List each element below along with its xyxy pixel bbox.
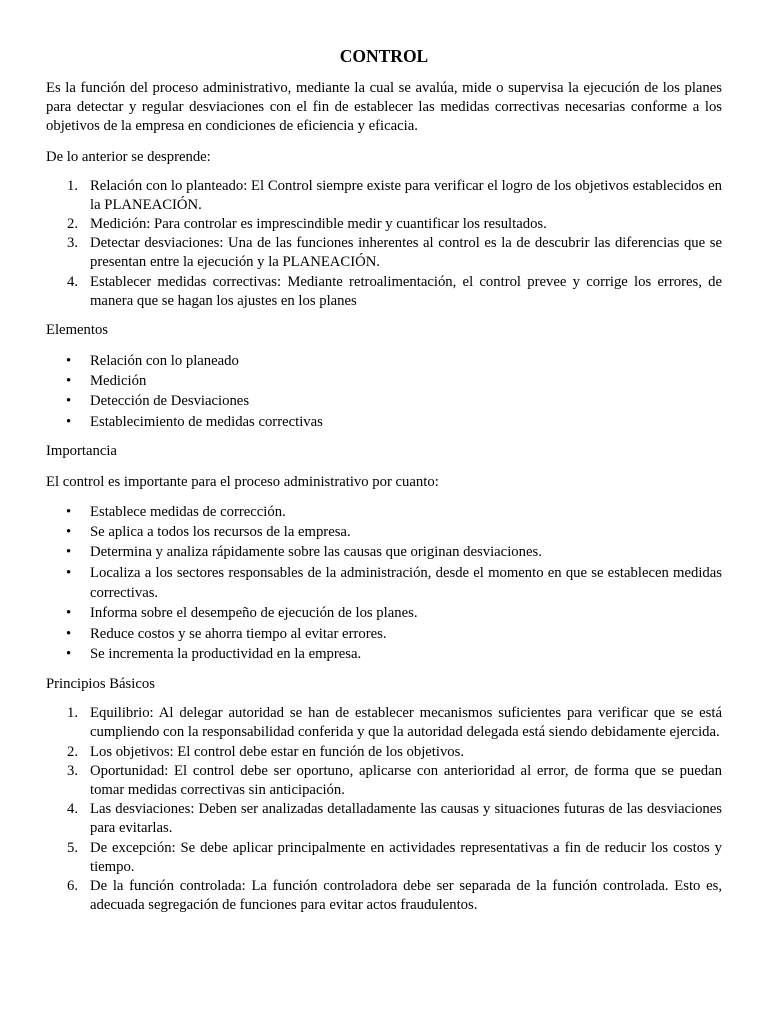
item-text: Se incrementa la productividad en la empresa. [90,645,362,662]
item-text: Detección de Desviaciones [90,393,250,410]
item-number: 1. [67,177,79,194]
item-text: Relación con lo planeado [90,352,239,369]
item-text: Medición: Para controlar es imprescindible medir y cuantificar los resultados. [90,215,547,232]
bullet-icon [66,412,71,432]
importancia-bullet-list [46,502,722,664]
item-text: Los objetivos: El control debe estar en función de los objetivos. [90,743,465,760]
list-item [46,603,722,623]
item-number: 5. [67,839,79,856]
list-item [46,177,722,215]
list-item [46,704,722,742]
list-item [46,215,722,234]
list-item [46,624,722,644]
bullet-icon [66,351,71,371]
item-number: 2. [67,215,79,232]
section-heading-principios: Principios Básicos [46,676,155,693]
list-item [46,234,722,272]
bullet-icon [66,391,71,411]
list-item [46,800,722,838]
item-text: De la función controlada: La función controladora debe ser separada de la función controlada. Esto es, adecuada segregación de funciones para evitar actos fraudulentos. [90,878,722,914]
item-text: Equilibrio: Al delegar autoridad se han de establecer mecanismos suficientes para verificar que se está cumpliendo con la responsabilidad conferida y que la autoridad delegada está siendo debidamente ejercida. [90,705,722,741]
section-heading-elementos: Elementos [46,321,108,338]
list-item [46,502,722,522]
derived-numbered-list [46,177,722,311]
item-number: 4. [67,273,79,290]
bullet-icon [66,522,71,542]
item-number: 2. [67,743,79,760]
bullet-icon [66,603,71,623]
bullet-icon [66,563,71,583]
item-text: Localiza a los sectores responsables de la administración, desde el momento en que se establecen medidas correctivas. [90,564,722,601]
list-item [46,877,722,915]
item-text: Se aplica a todos los recursos de la empresa. [90,524,351,541]
list-item [46,839,722,877]
list-item [46,391,722,411]
item-text: Determina y analiza rápidamente sobre las causas que originan desviaciones. [90,544,542,561]
principios-numbered-list [46,704,722,915]
bullet-icon [66,624,71,644]
item-text: Medición [90,373,147,390]
elementos-bullet-list [46,351,722,432]
list-item [46,412,722,432]
section-heading-importancia: Importancia [46,443,117,460]
item-text: De excepción: Se debe aplicar principalmente en actividades representativas a fin de reducir los costos y tiempo. [90,839,722,875]
item-text: Las desviaciones: Deben ser analizadas detalladamente las causas y situaciones futuras de las desviaciones para evitarlas. [90,801,722,837]
item-number: 6. [67,878,79,895]
item-text: Establecer medidas correctivas: Mediante retroalimentación, el control prevee y corrige los errores, de manera que se hagan los ajustes en los planes [90,273,722,309]
item-text: Informa sobre el desempeño de ejecución de los planes. [90,605,418,622]
item-number: 1. [67,705,79,722]
list-item [46,351,722,371]
item-text: Oportunidad: El control debe ser oportuno, aplicarse con anterioridad al error, de forma que se puedan tomar medidas correctivas sin anticipación. [90,762,722,799]
item-text: Establecimiento de medidas correctivas [90,413,323,430]
list-item [46,563,722,604]
item-text: Establece medidas de corrección. [90,503,286,520]
bullet-icon [66,542,71,562]
bullet-icon [66,371,71,391]
list-item [46,542,722,562]
item-number: 4. [67,801,79,818]
importancia-intro: El control es importante para el proceso administrativo por cuanto: [46,474,439,491]
item-number: 3. [67,235,79,252]
list-item [46,371,722,391]
page-title: CONTROL [339,46,429,66]
item-text: Detectar desviaciones: Una de las funciones inherentes al control es la de descubrir las diferencias que se presentan entre la ejecución y la PLANEACIÓN. [90,235,722,271]
item-number: 3. [67,762,79,779]
intro-paragraph: Es la función del proceso administrativo, mediante la cual se avalúa, mide o supervisa la ejecución de los planes para detectar y regular desviaciones con el fin de establecer las medidas correctivas necesarias conforme a los objetivos de la empresa en condiciones de eficiencia y eficacia. [46,79,722,134]
list-item [46,762,722,800]
bullet-icon [66,502,71,522]
list-item [46,273,722,311]
list-item [46,644,722,664]
bullet-icon [66,644,71,664]
list-item [46,522,722,542]
item-text: Reduce costos y se ahorra tiempo al evitar errores. [90,625,387,642]
item-text: Relación con lo planteado: El Control siempre existe para verificar el logro de los objetivos establecidos en la PLANEACIÓN. [90,177,722,213]
list-item [46,743,722,762]
lead-in-text: De lo anterior se desprende: [46,148,211,165]
